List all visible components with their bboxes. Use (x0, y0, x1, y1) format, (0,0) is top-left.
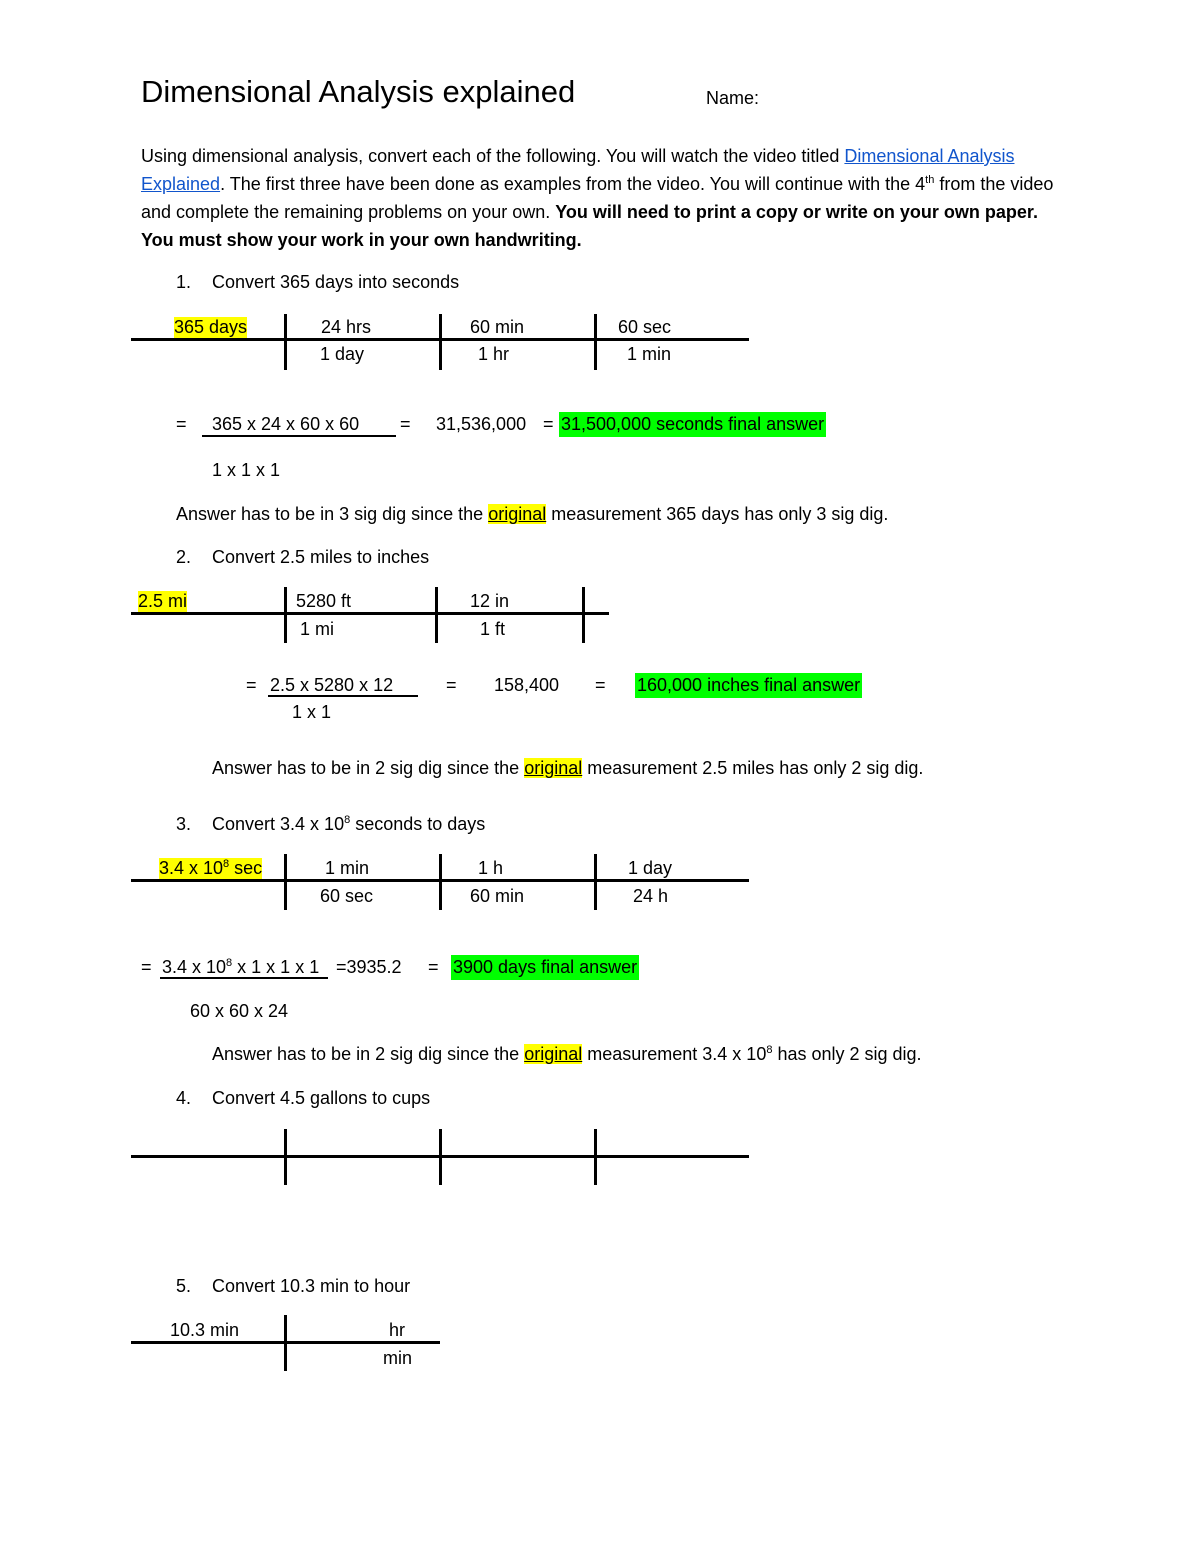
problem-4-number: 4. (176, 1088, 192, 1108)
p2-bottom-1: 1 ft (480, 619, 506, 639)
p2-bottom-0: 1 mi (300, 619, 335, 639)
p3-vline (284, 854, 287, 910)
problem-1-number: 1. (176, 272, 192, 292)
p2-note (212, 758, 923, 779)
problem-2-prompt: Convert 2.5 miles to inches (212, 547, 430, 567)
problem-2-number: 2. (176, 547, 192, 567)
p1-final-answer: 31,500,000 seconds final answer (559, 412, 826, 437)
problem-5-prompt: Convert 10.3 min to hour (212, 1276, 411, 1296)
p3-note-text: has only 2 sig dig. (772, 1044, 922, 1064)
p1-top-0: 24 hrs (321, 317, 372, 337)
p3-bottom-0: 60 sec (320, 886, 374, 906)
p1-bottom-0: 1 day (320, 344, 365, 364)
p3-prompt-sup: 8 (344, 814, 351, 826)
p2-equals: = (246, 675, 257, 695)
p1-note-highlight: original (488, 504, 547, 524)
p3-start-text: 3.4 x 10 (159, 858, 224, 878)
p2-start-value: 2.5 mi (138, 591, 188, 611)
p3-result: =3935.2 (336, 957, 402, 977)
p5-start-value: 10.3 min (170, 1320, 240, 1340)
problem-3-number: 3. (176, 814, 192, 834)
p1-bottom-1: 1 hr (478, 344, 510, 364)
p1-equals: = (543, 414, 554, 434)
p3-vline (439, 854, 442, 910)
p3-top-1: 1 h (478, 858, 504, 878)
p3-denominator: 60 x 60 x 24 (190, 1001, 289, 1021)
p3-start-value (159, 858, 262, 879)
video-link[interactable]: Dimensional Analysis Explained (141, 146, 1015, 194)
p2-hline (131, 612, 609, 615)
p5-vline (284, 1315, 287, 1371)
p2-final-answer: 160,000 inches final answer (635, 673, 862, 698)
p4-vline (439, 1129, 442, 1185)
p2-result: 158,400 (494, 675, 560, 695)
p1-numerator: 365 x 24 x 60 x 60 (212, 414, 360, 434)
p3-numerator (162, 957, 319, 978)
p1-note-text: measurement 365 days has only 3 sig dig. (546, 504, 889, 524)
p3-note-text: Answer has to be in 2 sig dig since the (212, 1044, 525, 1064)
p3-prompt-text: Convert 3.4 x 10 (212, 814, 345, 834)
p1-vline (439, 314, 442, 370)
p3-numerator-text: x 1 x 1 x 1 (232, 957, 320, 977)
p3-equals: = (141, 957, 152, 977)
p2-fraction-bar (268, 695, 418, 697)
p1-equals: = (176, 414, 187, 434)
p2-note-text: measurement 2.5 miles has only 2 sig dig. (582, 758, 924, 778)
p3-fraction-bar (160, 977, 328, 979)
p1-note-text: Answer has to be in 3 sig dig since the (176, 504, 489, 524)
p1-start-value: 365 days (174, 317, 248, 337)
intro-paragraph (141, 142, 1071, 254)
p1-fraction-bar (202, 435, 396, 437)
p3-numerator-text: 3.4 x 10 (162, 957, 227, 977)
p2-top-0: 5280 ft (296, 591, 352, 611)
name-label: Name: (706, 88, 760, 108)
p3-equals: = (428, 957, 439, 977)
p1-note (176, 504, 888, 525)
p3-start-sup: 8 (223, 858, 230, 870)
p3-bottom-1: 60 min (470, 886, 525, 906)
p1-denominator: 1 x 1 x 1 (212, 460, 281, 480)
p2-vline (435, 587, 438, 643)
p2-numerator: 2.5 x 5280 x 12 (270, 675, 394, 695)
intro-text-1: Using dimensional analysis, convert each of the following. You will watch the video titled (141, 146, 845, 166)
p3-start-text: sec (229, 858, 263, 878)
page-title: Dimensional Analysis explained (141, 74, 576, 109)
p2-denominator: 1 x 1 (292, 702, 332, 722)
p3-vline (594, 854, 597, 910)
p2-vline (284, 587, 287, 643)
p3-bottom-2: 24 h (633, 886, 669, 906)
p3-note-highlight: original (524, 1044, 583, 1064)
p5-top: hr (389, 1320, 406, 1340)
p2-equals: = (595, 675, 606, 695)
intro-sup: th (925, 174, 935, 186)
p1-top-1: 60 min (470, 317, 525, 337)
p3-numerator-sup: 8 (226, 957, 233, 969)
p2-note-text: Answer has to be in 2 sig dig since the (212, 758, 525, 778)
p1-bottom-2: 1 min (627, 344, 672, 364)
p2-vline (582, 587, 585, 643)
problem-4-prompt: Convert 4.5 gallons to cups (212, 1088, 431, 1108)
p2-top-1: 12 in (470, 591, 510, 611)
p3-prompt-text: seconds to days (350, 814, 486, 834)
p1-result: 31,536,000 (436, 414, 527, 434)
p1-vline (594, 314, 597, 370)
p3-note (212, 1044, 922, 1065)
intro-text-2: . The first three have been done as examples from the video. You will continue with the 4 (220, 174, 926, 194)
intro-bold: You will need to print a copy or write on your own paper. You must show your work in your own handwriting. (141, 202, 1038, 250)
p3-final-answer: 3900 days final answer (451, 955, 639, 980)
p1-equals: = (400, 414, 411, 434)
p3-note-text: measurement 3.4 x 10 (582, 1044, 767, 1064)
p4-vline (284, 1129, 287, 1185)
p3-top-0: 1 min (325, 858, 370, 878)
p1-vline (284, 314, 287, 370)
p2-equals: = (446, 675, 457, 695)
p1-top-2: 60 sec (618, 317, 672, 337)
p5-bottom: min (383, 1348, 413, 1368)
p3-note-sup: 8 (766, 1044, 773, 1056)
p4-vline (594, 1129, 597, 1185)
problem-3-prompt (212, 814, 485, 835)
p3-top-2: 1 day (628, 858, 673, 878)
p2-note-highlight: original (524, 758, 583, 778)
intro-text-3: from the video and complete the remaining problems on your own. (141, 174, 1054, 222)
problem-5-number: 5. (176, 1276, 192, 1296)
problem-1-prompt: Convert 365 days into seconds (212, 272, 460, 292)
